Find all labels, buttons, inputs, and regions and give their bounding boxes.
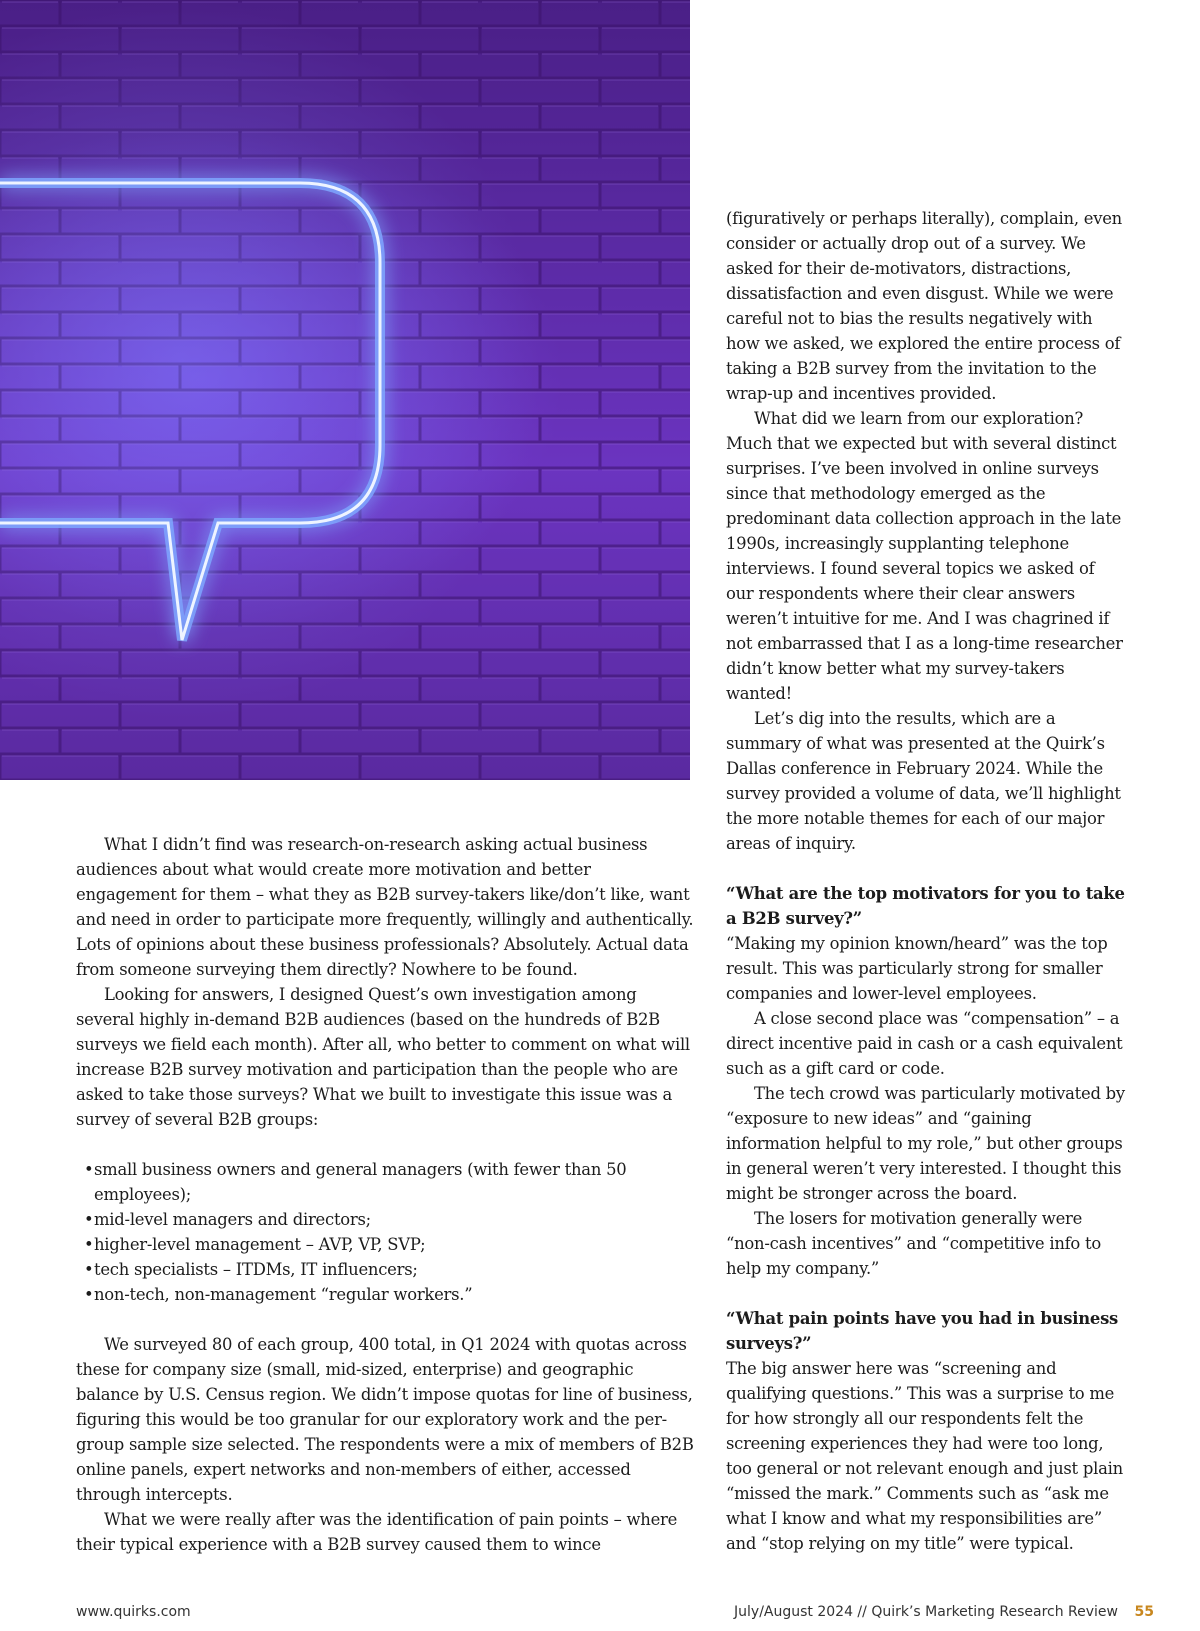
paragraph: We surveyed 80 of each group, 400 total, in Q1 2024 with quotas across these for company size (small, mid-sized, enterprise) and geographic balance by U.S. Census region. We didn’t impose quotas for line of business, figuring this would be too granular for our exploratory work and the per-group sample size selected. The respondents were a mix of members of B2B online panels, expert networks and non-members of either, accessed through intercepts. <box>76 1335 694 1504</box>
paragraph: What I didn’t find was research-on-research asking actual business audiences about what would create more motivation and better engagement for them – what they as B2B survey-takers like/don’t like, want and need in order to participate more frequently, willingly and authentically. Lots of opinions about these business professionals? Absolutely. Actual data from someone surveying them directly? Nowhere to be found. <box>76 835 694 979</box>
brick-wall-neon-illustration <box>0 0 690 780</box>
section-heading: “What pain points have you had in business surveys?” <box>726 1309 1119 1353</box>
paragraph: The losers for motivation generally were “non-cash incentives” and “competitive info to help my company.” <box>726 1209 1101 1278</box>
hero-image <box>0 0 690 780</box>
list-item: • small business owners and general managers (with fewer than 50 employees); <box>84 1157 696 1207</box>
paragraph: Let’s dig into the results, which are a summary of what was presented at the Quirk’s Dallas conference in February 2024. While the survey provided a volume of data, we’ll highlight the more notable themes for each of our major areas of inquiry. <box>726 709 1121 853</box>
list-item: • mid-level managers and directors; <box>84 1207 696 1232</box>
paragraph: A close second place was “compensation” – a direct incentive paid in cash or a cash equivalent such as a gift card or code. <box>726 1009 1123 1078</box>
section-heading: “What are the top motivators for you to take a B2B survey?” <box>726 884 1125 928</box>
paragraph: “Making my opinion known/heard” was the top result. This was particularly strong for smaller companies and lower-level employees. <box>726 934 1108 1003</box>
article-left-column <box>76 832 696 1557</box>
article-right-column <box>726 206 1126 1556</box>
paragraph: What we were really after was the identification of pain points – where their typical experience with a B2B survey caused them to wince <box>76 1510 678 1554</box>
list-item: • tech specialists – ITDMs, IT influencers; <box>84 1257 696 1282</box>
list-item: • higher-level management – AVP, VP, SVP; <box>84 1232 696 1257</box>
paragraph: (figuratively or perhaps literally), complain, even consider or actually drop out of a survey. We asked for their de-motivators, distractions, dissatisfaction and even disgust. While we were careful not to bias the results negatively with how we asked, we explored the entire process of taking a B2B survey from the invitation to the wrap-up and incentives provided. <box>726 209 1122 403</box>
respondent-groups-list <box>76 1157 696 1307</box>
list-item: • non-tech, non-management “regular workers.” <box>84 1282 696 1307</box>
page-number: 55 <box>1134 1604 1154 1620</box>
paragraph: The big answer here was “screening and qualifying questions.” This was a surprise to me for how strongly all our respondents felt the screening experiences they had were too long, too general or not relevant enough and just plain “missed the mark.” Comments such as “ask me what I know and what my responsibilities are” and “stop relying on my title” were typical. <box>726 1359 1123 1553</box>
footer-website-link[interactable]: www.quirks.com <box>76 1604 191 1620</box>
paragraph: What did we learn from our exploration? Much that we expected but with several distinct surprises. I’ve been involved in online surveys since that methodology emerged as the predominant data collection approach in the late 1990s, increasingly supplanting telephone interviews. I found several topics we asked of our respondents where their clear answers weren’t intuitive for me. And I was chagrined if not embarrassed that I as a long-time researcher didn’t know better what my survey-takers wanted! <box>726 409 1123 703</box>
footer-publication: July/August 2024 // Quirk’s Marketing Research Review <box>734 1604 1118 1620</box>
paragraph: The tech crowd was particularly motivated by “exposure to new ideas” and “gaining information helpful to my role,” but other groups in general weren’t very interested. I thought this might be stronger across the board. <box>726 1084 1125 1203</box>
paragraph: Looking for answers, I designed Quest’s own investigation among several highly in-demand B2B audiences (based on the hundreds of B2B surveys we field each month). After all, who better to comment on what will increase B2B survey motivation and participation than the people who are asked to take those surveys? What we built to investigate this issue was a survey of several B2B groups: <box>76 985 690 1129</box>
